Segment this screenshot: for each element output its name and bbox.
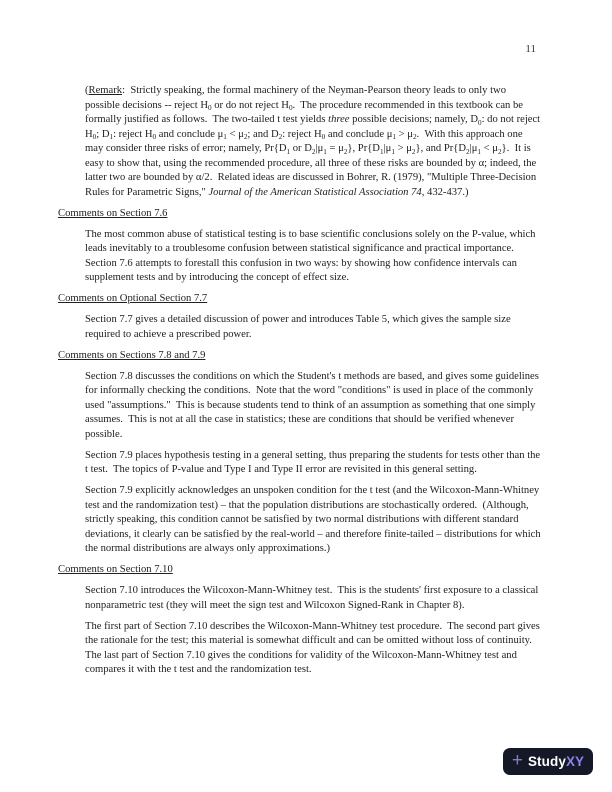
paragraph-section-7-9-general: Section 7.9 places hypothesis testing in a general setting, thus preparing the students for tests other than the t test. The topics of P-value and Type I and Type II error are revisited in this general setting. [85,449,543,475]
studyxy-logo [503,748,593,775]
page-number: 11 [525,43,536,55]
paragraph-section-7-8: Section 7.8 discusses the conditions on which the Student's t methods are based, and gives some guidelines for informally checking the conditions. Note that the word "conditions" is used in place of the commonly used "assumptions." This is because students tend to think of an assumption as something that one simply assumes. This is not at all the case in statistics; these are conditions that should be verified whenever possible. [85,370,542,440]
paragraph-section-7-9-condition: Section 7.9 explicitly acknowledges an unspoken condition for the t test (and the Wilcoxon-Mann-Whitney test and the randomization test) – that the population distributions are stochastically ordered. (Although, strictly speaking, this condition cannot be satisfied by two normal distributions with different standard deviations, it clearly can be satisfied by the real-world – and therefore finite-tailed – distributions for which the normal distributions are always only approximations.) [85,485,544,554]
plus-icon: + [511,750,523,771]
paragraph-section-7-6: The most common abuse of statistical testing is to base scientific conclusions solely on the P-value, which leads inevitably to a troublesome confusion between statistical significance and practical importance. Section 7.6 attempts to forestall this confusion in two ways: by showing how confidence intervals can supplement tests and by introducing the concept of effect size. [85,228,539,283]
section-heading-7-8-7-9: Comments on Sections 7.8 and 7.9 [58,349,206,361]
remark-paragraph: (Remark: Strictly speaking, the formal machinery of the Neyman-Pearson theory leads to only two possible decisions -- reject $H_0$ or do not reject $H_0$. The procedure recommended in this textbook can be formally justified as follows. The two-tailed t test yields three possible decisions; namely, $D_0$: do not reject $H_0$; $D_1$: reject $H_0$ and conclude $\mu_1 < \mu_2$; and $D_2$: reject $H_0$ and conclude $\mu_1 > \mu_2$. With this approach one may consider three risks of error; namely, $Pr\{D_1$ or $D_2|\mu_1 = \mu_2$}, $Pr\{D_1|\mu_1 > \mu_2\}$, and $Pr\{D_2|\mu_1 < \mu_2\}$. It is easy to show that, using the recommended procedure, all three of these risks are bounded by α; indeed, the latter two are bounded by α/2. Related ideas are discussed in Bohrer, R. (1979), "Multiple Three-Decision Rules for Parametric Signs," Journal of the American Statistical Association 74, 432-437.) [85,85,543,198]
paragraph-section-7-10-intro: Section 7.10 introduces the Wilcoxon-Mann-Whitney test. This is the students' first exposure to a classical nonparametric test (they will meet the sign test and Wilcoxon Signed-Rank in Chapter 8). [85,585,541,611]
section-heading-7-10: Comments on Section 7.10 [58,564,173,575]
section-heading-7-7: Comments on Optional Section 7.7 [58,293,208,304]
logo-text [528,754,584,769]
logo-text-primary: Study [527,754,566,769]
logo-text-accent: XY [565,754,585,769]
paragraph-section-7-7: Section 7.7 gives a detailed discussion of power and introduces Table 5, which gives the sample size required to achieve a prescribed power. [85,314,514,340]
section-heading-7-6: Comments on Section 7.6 [58,207,168,219]
paragraph-section-7-10-parts: The first part of Section 7.10 describes the Wilcoxon-Mann-Whitney test procedure. The second part gives the rationale for the test; this material is somewhat difficult and can be omitted without loss of continuity. The last part of Section 7.10 gives the conditions for validity of the Wilcoxon-Mann-Whitney test and compares it with the t test and the randomization test. [85,620,543,675]
page-content [58,84,542,678]
